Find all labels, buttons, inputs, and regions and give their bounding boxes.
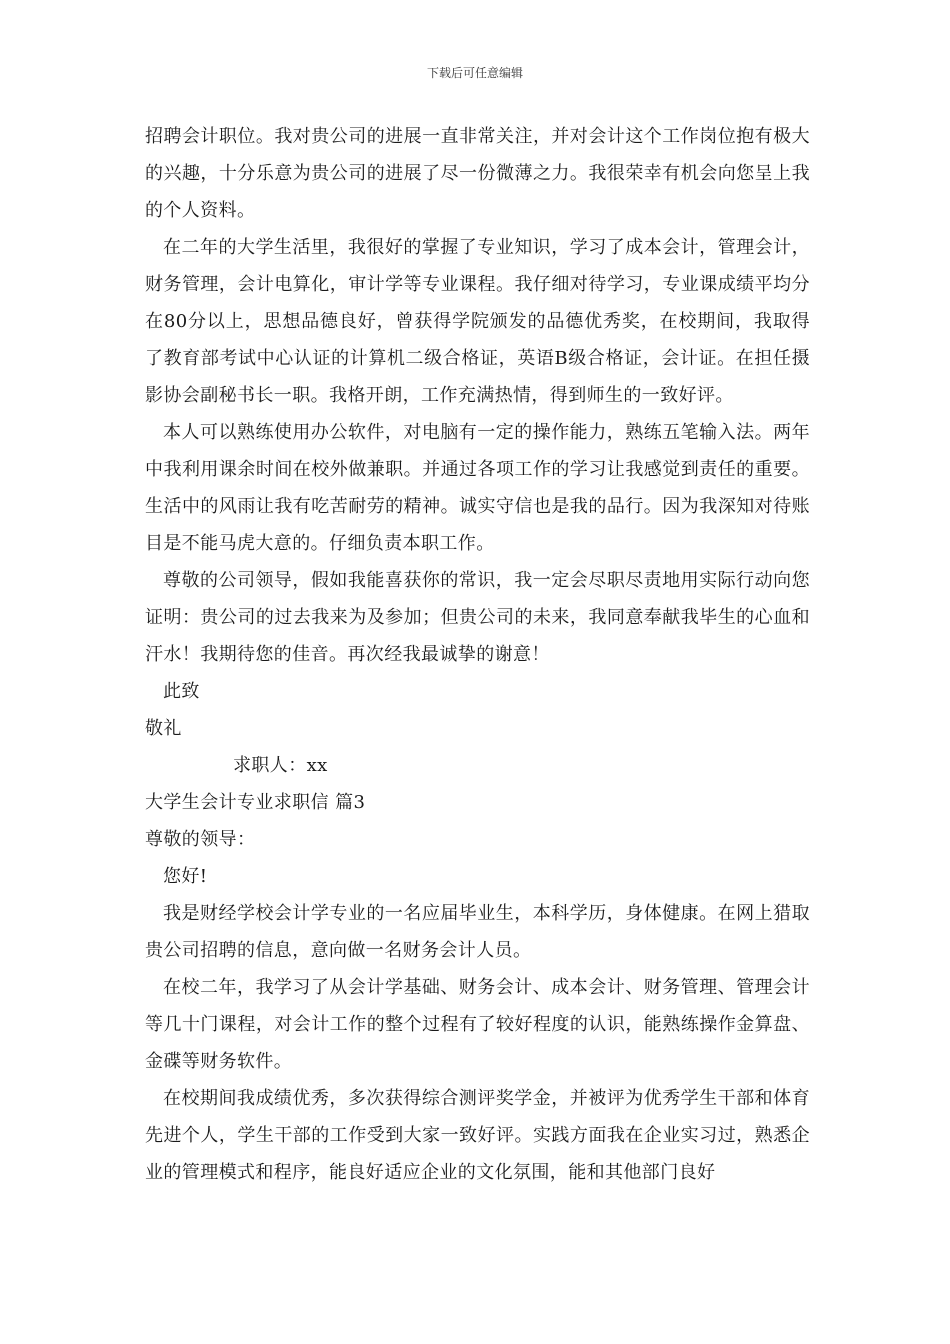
- section-salutation: 尊敬的领导：: [145, 829, 256, 850]
- document-body: [145, 118, 810, 1191]
- section-greeting: 您好!: [163, 866, 208, 887]
- page-header-note: 下载后可任意编辑: [426, 66, 523, 80]
- letter-paragraph-closing-appeal: 尊敬的公司领导，假如我能喜获你的常识，我一定会尽职尽责地用实际行动向您证明：贵公司的过去我来为及参加；但贵公司的未来，我同意奉献我毕生的心血和汗水！我期待您的佳音。再次经我最诚挚的谢意！: [145, 570, 810, 665]
- letter-signer: 求职人：xx: [233, 755, 328, 776]
- section-title: 大学生会计专业求职信 篇3: [145, 792, 366, 813]
- letter-closing-line-1: 此致: [163, 681, 200, 702]
- letter-paragraph-intro-continued: 招聘会计职位。我对贵公司的进展一直非常关注，并对会计这个工作岗位抱有极大的兴趣，十分乐意为贵公司的进展了尽一份微薄之力。我很荣幸有机会向您呈上我的个人资料。: [145, 126, 810, 221]
- letter-closing-line-2: 敬礼: [145, 718, 182, 739]
- section-paragraph-studies: 在校二年，我学习了从会计学基础、财务会计、成本会计、财务管理、管理会计等几十门课程，对会计工作的整个过程有了较好程度的认识，能熟练操作金算盘、金碟等财务软件。: [145, 977, 810, 1072]
- section-paragraph-intro: 我是财经学校会计学专业的一名应届毕业生，本科学历，身体健康。在网上猎取贵公司招聘的信息，意向做一名财务会计人员。: [145, 903, 810, 961]
- letter-paragraph-education: 在二年的大学生活里，我很好的掌握了专业知识，学习了成本会计，管理会计，财务管理，会计电算化，审计学等专业课程。我仔细对待学习，专业课成绩平均分在80分以上，思想品德良好，曾获得学院颁发的品德优秀奖，在校期间，我取得了教育部考试中心认证的计算机二级合格证，英语B级合格证，会计证。在担任摄影协会副秘书长一职。我格开朗，工作充满热情，得到师生的一致好评。: [145, 237, 810, 406]
- letter-paragraph-skills: 本人可以熟练使用办公软件，对电脑有一定的操作能力，熟练五笔输入法。两年中我利用课余时间在校外做兼职。并通过各项工作的学习让我感觉到责任的重要。生活中的风雨让我有吃苦耐劳的精神。诚实守信也是我的品行。因为我深知对待账目是不能马虎大意的。仔细负责本职工作。: [145, 422, 810, 554]
- section-paragraph-achievements: 在校期间我成绩优秀，多次获得综合测评奖学金，并被评为优秀学生干部和体育先进个人，学生干部的工作受到大家一致好评。实践方面我在企业实习过，熟悉企业的管理模式和程序，能良好适应企业的文化氛围，能和其他部门良好: [145, 1088, 810, 1183]
